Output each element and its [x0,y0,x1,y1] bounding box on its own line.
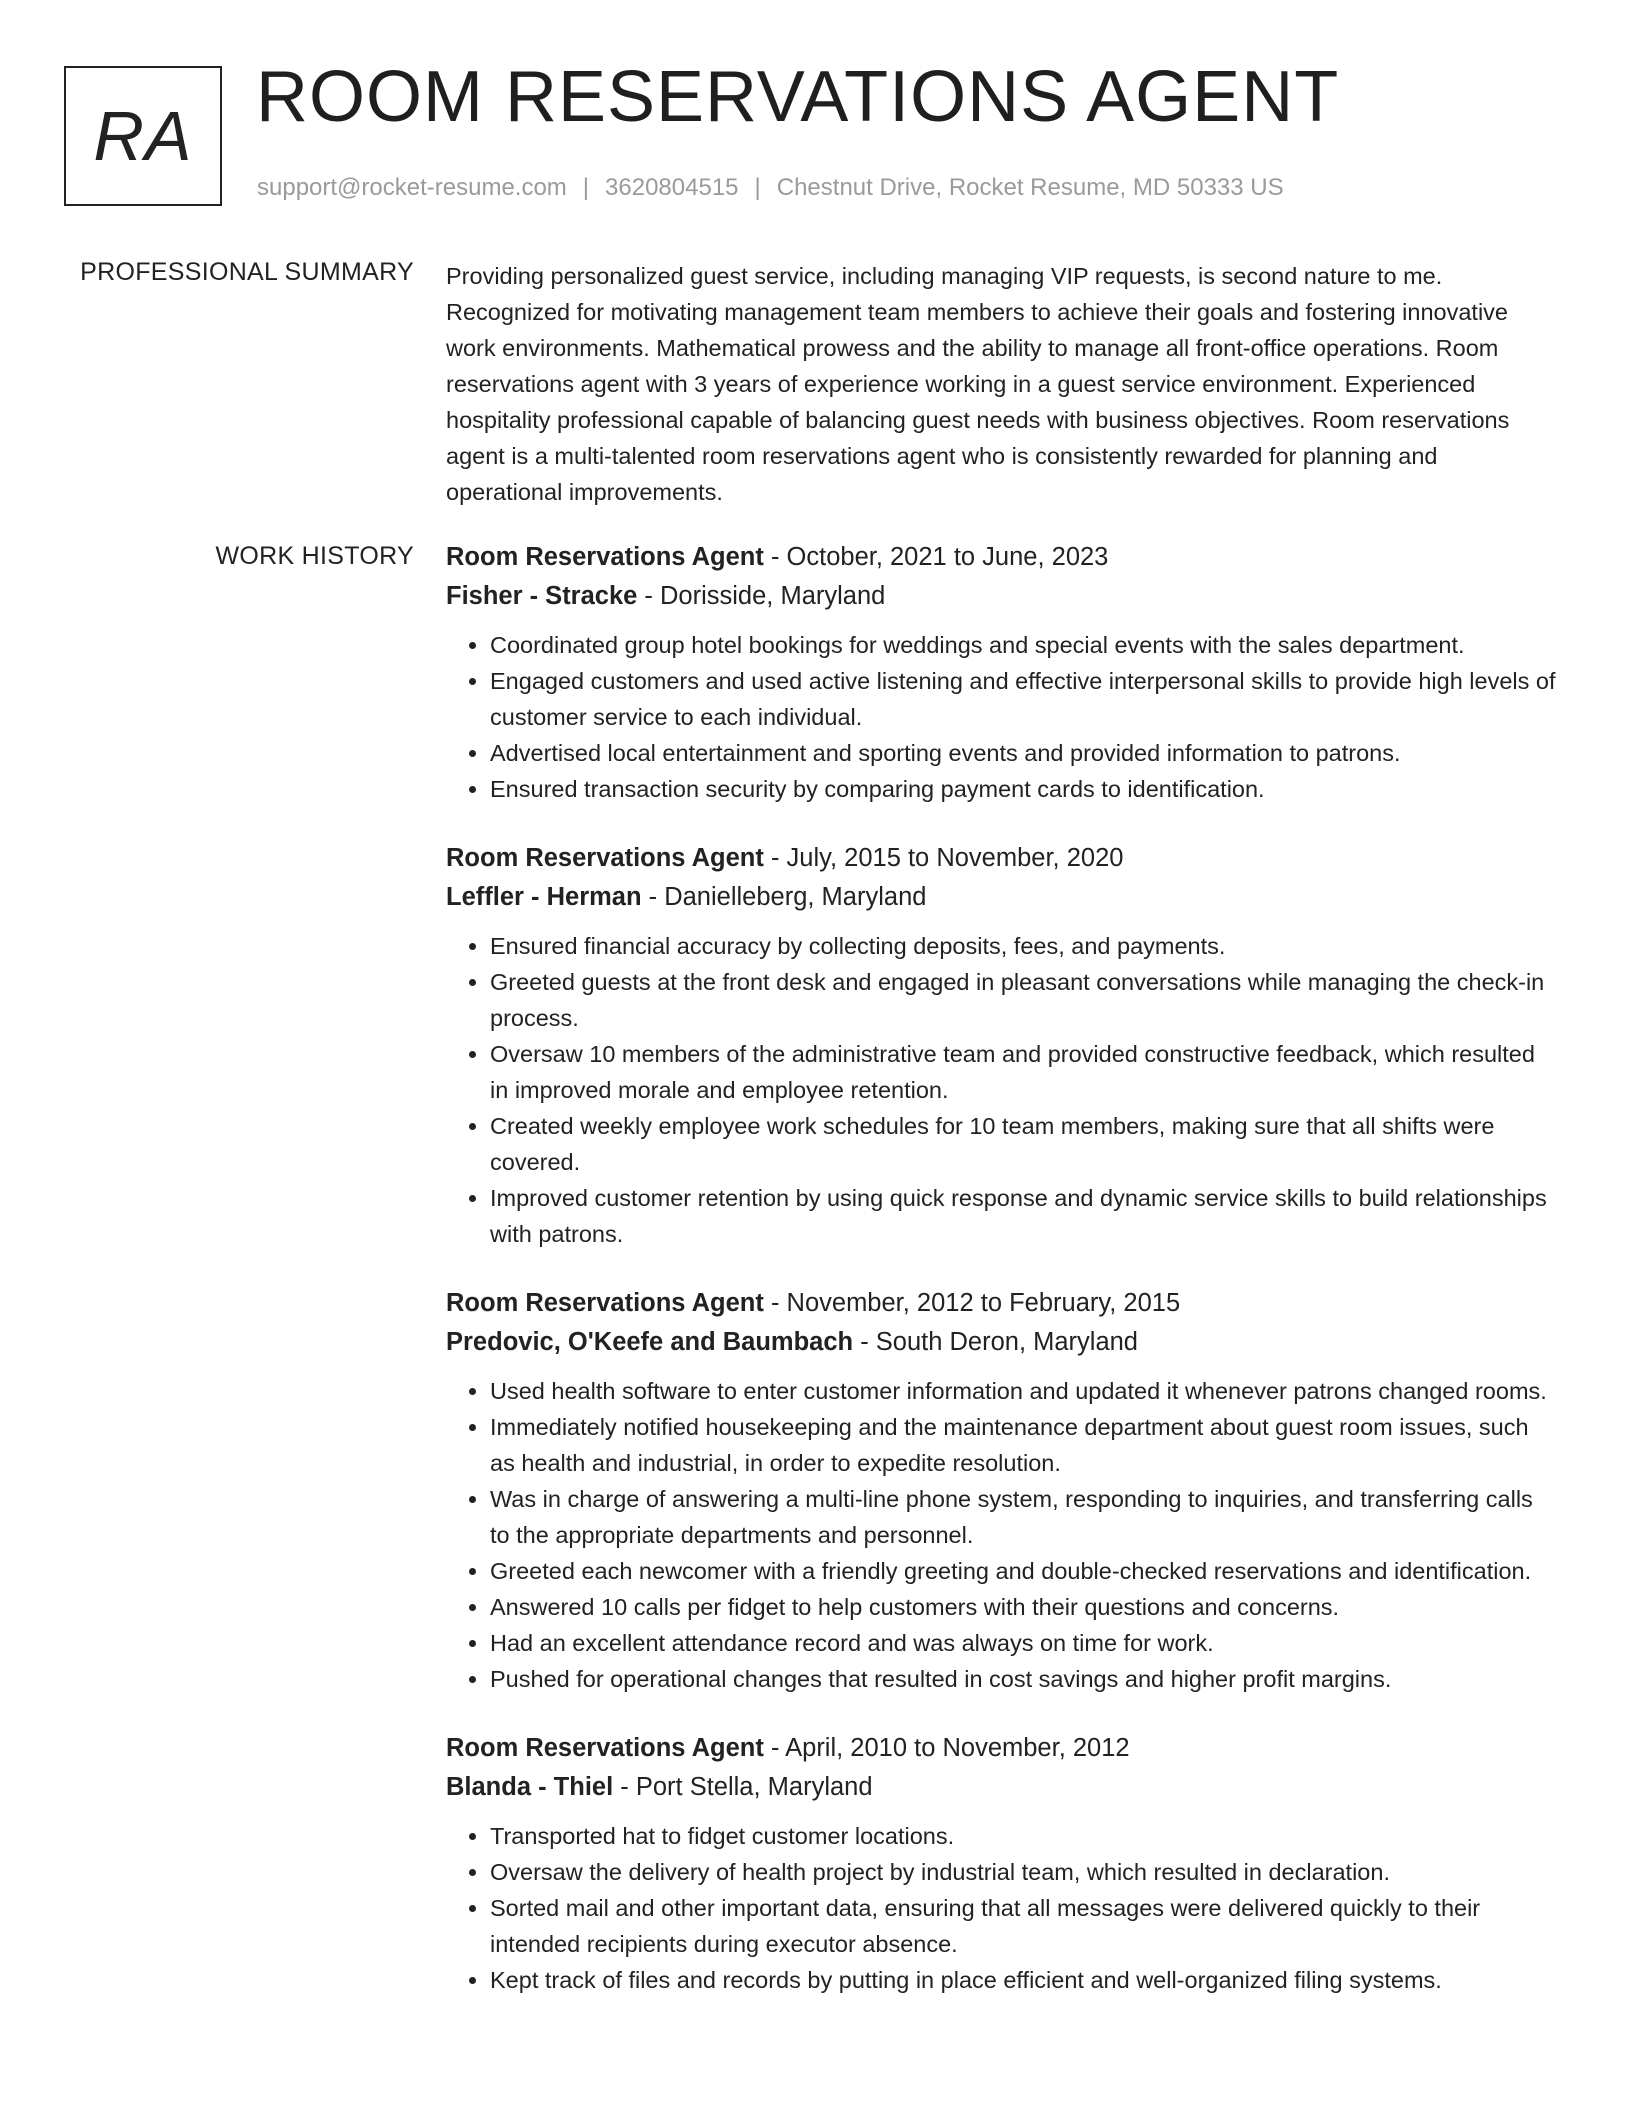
job-location: - Danielleberg, Maryland [641,883,927,911]
job-bullet: • Greeted guests at the front desk and engaged in pleasant conversations while managing the check-in process. [490,964,1556,1036]
job-entry [446,839,1556,1252]
contact-line [257,174,1284,202]
job-bullet: • Ensured transaction security by comparing payment cards to identification. [490,771,1556,807]
contact-separator: | [582,174,590,201]
work-history-list [446,538,1556,2030]
job-bullet: • Ensured financial accuracy by collecting deposits, fees, and payments. [490,928,1556,964]
job-bullet: • Used health software to enter customer information and updated it whenever patrons changed rooms. [490,1373,1556,1409]
job-title: Room Reservations Agent [446,1289,764,1317]
job-employer-line [446,878,1556,917]
summary-text: Providing personalized guest service, including managing VIP requests, is second nature to me. Recognized for motivating management team members to achieve their goals and fostering innovative work environments. Mathematical prowess and the ability to manage all front-office operations. Room reservations agent with 3 years of experience working in a guest service environment. Experienced hospitality professional capable of balancing guest needs with business objectives. Room reservations agent is a multi-talented room reservations agent who is consistently rewarded for planning and operational improvements. [446,263,1510,505]
job-bullets [446,1373,1556,1697]
job-bullets [446,928,1556,1252]
work-history-heading: WORK HISTORY [215,542,414,570]
contact-separator: | [754,174,761,201]
job-bullet: • Oversaw 10 members of the administrative team and provided constructive feedback, which resulted in improved morale and employee retention. [490,1036,1556,1108]
job-entry [446,1284,1556,1697]
job-bullet: • Coordinated group hotel bookings for weddings and special events with the sales department. [490,627,1556,663]
job-dates: - October, 2021 to June, 2023 [763,543,1109,571]
contact-email: support@rocket-resume.com [257,174,567,201]
job-bullet: • Immediately notified housekeeping and the maintenance department about guest room issues, such as health and industrial, in order to expedite resolution. [490,1409,1556,1481]
job-bullets [446,1818,1556,1998]
job-bullet: • Had an excellent attendance record and was always on time for work. [490,1625,1556,1661]
job-title: Room Reservations Agent [446,543,764,571]
job-title-line [446,538,1556,577]
job-bullets [446,627,1556,807]
job-bullet: • Improved customer retention by using quick response and dynamic service skills to build relationships with patrons. [490,1180,1556,1252]
job-bullet: • Created weekly employee work schedules for 10 team members, making sure that all shifts were covered. [490,1108,1556,1180]
job-bullet: • Engaged customers and used active listening and effective interpersonal skills to provide high levels of customer service to each individual. [490,663,1556,735]
job-title-line [446,1284,1556,1323]
job-employer-line [446,1768,1556,1807]
job-bullet: • Oversaw the delivery of health project by industrial team, which resulted in declaration. [490,1854,1556,1890]
job-title-line [446,1729,1556,1768]
resume-name: ROOM RESERVATIONS AGENT [256,57,1340,137]
job-dates: - November, 2012 to February, 2015 [763,1289,1181,1317]
contact-phone: 3620804515 [605,174,739,201]
job-employer-line [446,577,1556,616]
monogram-initials: RA [93,97,193,175]
job-location: - South Deron, Maryland [853,1328,1138,1356]
job-entry [446,1729,1556,1998]
job-employer: Blanda - Thiel [446,1773,614,1801]
job-entry [446,538,1556,807]
job-employer: Predovic, O'Keefe and Baumbach [446,1328,854,1356]
job-employer: Leffler - Herman [446,883,642,911]
job-bullet: • Was in charge of answering a multi-line phone system, responding to inquiries, and transferring calls to the appropriate departments and personnel. [490,1481,1556,1553]
job-bullet: • Sorted mail and other important data, ensuring that all messages were delivered quickly to their intended recipients during executor absence. [490,1890,1556,1962]
job-bullet: • Kept track of files and records by putting in place efficient and well-organized filing systems. [490,1962,1556,1998]
job-dates: - April, 2010 to November, 2012 [763,1734,1130,1762]
job-bullet: • Transported hat to fidget customer locations. [490,1818,1556,1854]
job-title-line [446,839,1556,878]
summary-heading: PROFESSIONAL SUMMARY [80,258,414,286]
job-dates: - July, 2015 to November, 2020 [763,844,1124,872]
job-location: - Dorisside, Maryland [637,582,886,610]
job-title: Room Reservations Agent [446,844,764,872]
monogram-badge [64,66,222,206]
job-bullet: • Advertised local entertainment and sporting events and provided information to patrons. [490,735,1556,771]
job-bullet: • Answered 10 calls per fidget to help customers with their questions and concerns. [490,1589,1556,1625]
job-bullet: • Greeted each newcomer with a friendly greeting and double-checked reservations and identification. [490,1553,1556,1589]
job-title: Room Reservations Agent [446,1734,764,1762]
job-employer: Fisher - Stracke [446,582,638,610]
job-location: - Port Stella, Maryland [613,1773,873,1801]
job-employer-line [446,1323,1556,1362]
job-bullet: • Pushed for operational changes that resulted in cost savings and higher profit margins. [490,1661,1556,1697]
contact-address: Chestnut Drive, Rocket Resume, MD 50333 US [776,174,1284,201]
